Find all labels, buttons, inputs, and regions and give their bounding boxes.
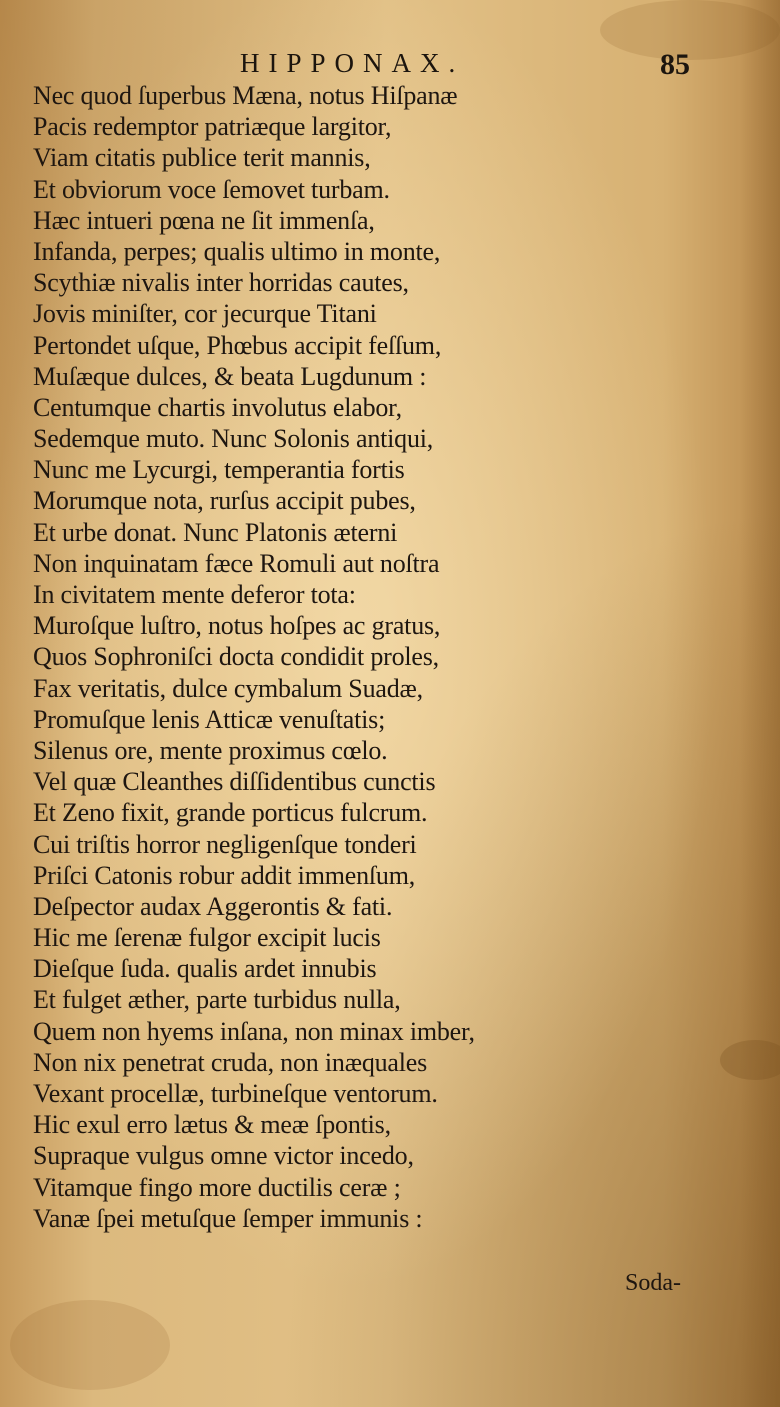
verse-line: Vitamque fingo more ductilis ceræ ;	[33, 1172, 401, 1202]
verse-line: Nunc me Lycurgi, temperantia fortis	[33, 455, 405, 485]
verse-line: Silenus ore, mente proximus cœlo.	[33, 735, 388, 765]
verse-line: Vexant procellæ, turbineſque ventorum.	[33, 1079, 438, 1108]
verse-line: Fax veritatis, dulce cymbalum Suadæ,	[33, 673, 423, 703]
verse-line: Vanæ ſpei metuſque ſemper immunis :	[33, 1203, 423, 1233]
verse-line: Jovis miniſter, cor jecurque Titani	[33, 299, 377, 329]
verse-line: Pacis redemptor patriæque largitor,	[33, 112, 392, 142]
verse-line: Morumque nota, rurſus accipit pubes,	[33, 486, 416, 516]
page-number: 85	[660, 48, 690, 81]
verse-line: Non nix penetrat cruda, non inæquales	[33, 1047, 428, 1077]
verse-line: Quos Sophroniſci docta condidit proles,	[33, 642, 439, 672]
verse-line: Scythiæ nivalis inter horridas cautes,	[33, 268, 409, 298]
catchword: Soda-	[625, 1270, 681, 1296]
verse-line: Pertondet uſque, Phœbus accipit feſſum,	[33, 330, 442, 360]
paper-stain	[10, 1300, 170, 1390]
verse-line: Et urbe donat. Nunc Platonis æterni	[33, 517, 398, 547]
paper-stain	[600, 0, 780, 60]
verse-line: Hic me ſerenæ fulgor excipit lucis	[33, 923, 381, 953]
verse-line: Centumque chartis involutus elabor,	[33, 392, 402, 422]
paper-stain	[720, 1040, 780, 1080]
verse-line: Sedemque muto. Nunc Solonis antiqui,	[33, 424, 434, 454]
verse-line: Vel quæ Cleanthes diſſidentibus cunctis	[33, 767, 436, 797]
verse-line: Viam citatis publice terit mannis,	[33, 143, 371, 173]
verse-line: Et fulget æther, parte turbidus nulla,	[33, 985, 401, 1015]
verse-line: Et obviorum voce ſemovet turbam.	[33, 174, 390, 204]
running-title: HIPPONAX.	[240, 48, 465, 78]
verse-line: Priſci Catonis robur addit immenſum,	[33, 860, 416, 890]
verse-text	[33, 80, 623, 1234]
verse-line: Dieſque ſuda. qualis ardet innubis	[33, 954, 377, 984]
verse-line: Deſpector audax Aggerontis & fati.	[33, 891, 393, 921]
verse-line: Hæc intueri pœna ne ſit immenſa,	[33, 205, 375, 235]
verse-line: Hic exul erro lætus & meæ ſpontis,	[33, 1110, 391, 1140]
verse-line: Nec quod ſuperbus Mæna, notus Hiſpanæ	[33, 81, 458, 110]
verse-line: Quem non hyems inſana, non minax imber,	[33, 1016, 475, 1046]
verse-line: Promuſque lenis Atticæ venuſtatis;	[33, 704, 386, 734]
verse-line: Et Zeno fixit, grande porticus fulcrum.	[33, 798, 428, 828]
verse-line: Cui triſtis horror negligenſque tonderi	[33, 829, 417, 859]
verse-line: Supraque vulgus omne victor incedo,	[33, 1141, 414, 1171]
verse-line: Infanda, perpes; qualis ultimo in monte,	[33, 236, 441, 266]
verse-line: Non inquinatam fæce Romuli aut noſtra	[33, 548, 440, 578]
verse-line: Muroſque luſtro, notus hoſpes ac gratus,	[33, 611, 441, 641]
verse-line: Muſæque dulces, & beata Lugdunum :	[33, 361, 427, 391]
verse-line: In civitatem mente deferor tota:	[33, 580, 356, 609]
